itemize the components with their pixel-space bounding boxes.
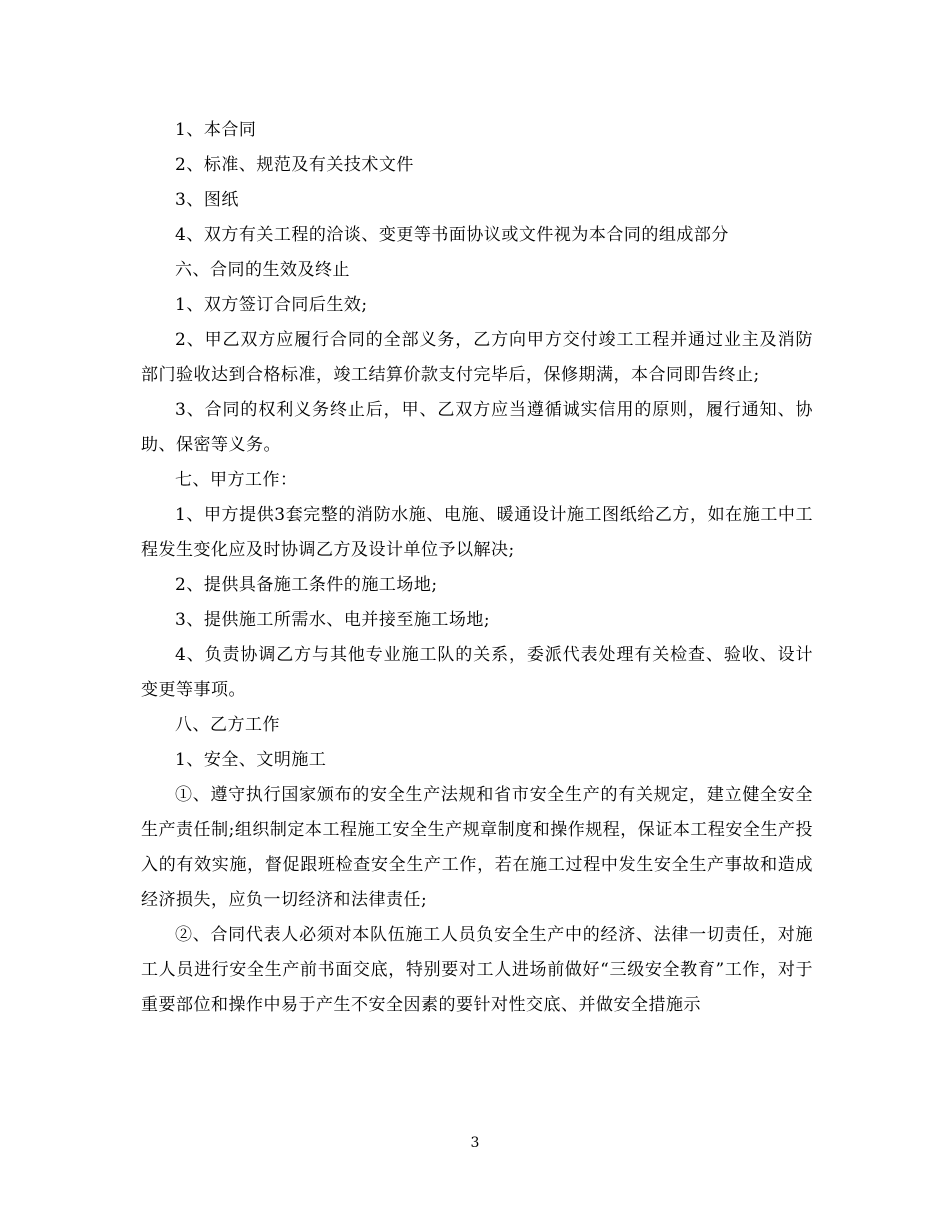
paragraph-safety-1: ①、遵守执行国家颁布的安全生产法规和省市安全生产的有关规定，建立健全安全生产责任制;组织制定本工程施工安全生产规章制度和操作规程，保证本工程安全生产投入的有效实施，督促跟班检查安全生产工作，若在施工过程中发生安全生产事故和造成经济损失，应负一切经济和法律责任; <box>141 785 813 910</box>
paragraph-party-a-1: 1、甲方提供3套完整的消防水施、电施、暖通设计施工图纸给乙方，如在施工中工程发生变化应及时协调乙方及设计单位予以解决; <box>141 505 813 560</box>
paragraph-party-a-4: 4、负责协调乙方与其他专业施工队的关系，委派代表处理有关检查、验收、设计变更等事项。 <box>141 645 813 700</box>
paragraph-item-4: 4、双方有关工程的洽谈、变更等书面协议或文件视为本合同的组成部分 <box>175 225 729 245</box>
paragraph-drawings: 3、图纸 <box>175 190 239 210</box>
paragraph-effect-1: 1、双方签订合同后生效; <box>175 295 368 315</box>
section-heading-7: 七、甲方工作： <box>175 470 298 490</box>
paragraph-item-1: 1、本合同 <box>175 120 257 140</box>
document-body <box>141 113 813 1023</box>
paragraph-effect-3: 3、合同的权利义务终止后，甲、乙双方应当遵循诚实信用的原则，履行通知、协助、保密等义务。 <box>141 400 813 455</box>
paragraph-party-a-3: 3、提供施工所需水、电并接至施工场地; <box>175 610 491 630</box>
paragraph-party-a-2: 2、提供具备施工条件的施工场地; <box>175 575 438 595</box>
page-number: 3 <box>470 1135 480 1151</box>
paragraph-safety-2: ②、合同代表人必须对本队伍施工人员负安全生产中的经济、法律一切责任，对施工人员进行安全生产前书面交底，特别要对工人进场前做好“三级安全教育”工作，对于重要部位和操作中易于产生不安全因素的要针对性交底、并做安全措施示 <box>141 925 813 1015</box>
paragraph-effect-2: 2、甲乙双方应履行合同的全部义务，乙方向甲方交付竣工工程并通过业主及消防部门验收达到合格标准，竣工结算价款支付完毕后，保修期满，本合同即告终止; <box>141 330 813 385</box>
paragraph-party-b-1: 1、安全、文明施工 <box>175 750 327 770</box>
paragraph-item-2: 2、标准、规范及有关技术文件 <box>175 155 414 175</box>
section-heading-8: 八、乙方工作 <box>175 715 280 735</box>
section-heading-6: 六、合同的生效及终止 <box>175 260 350 280</box>
